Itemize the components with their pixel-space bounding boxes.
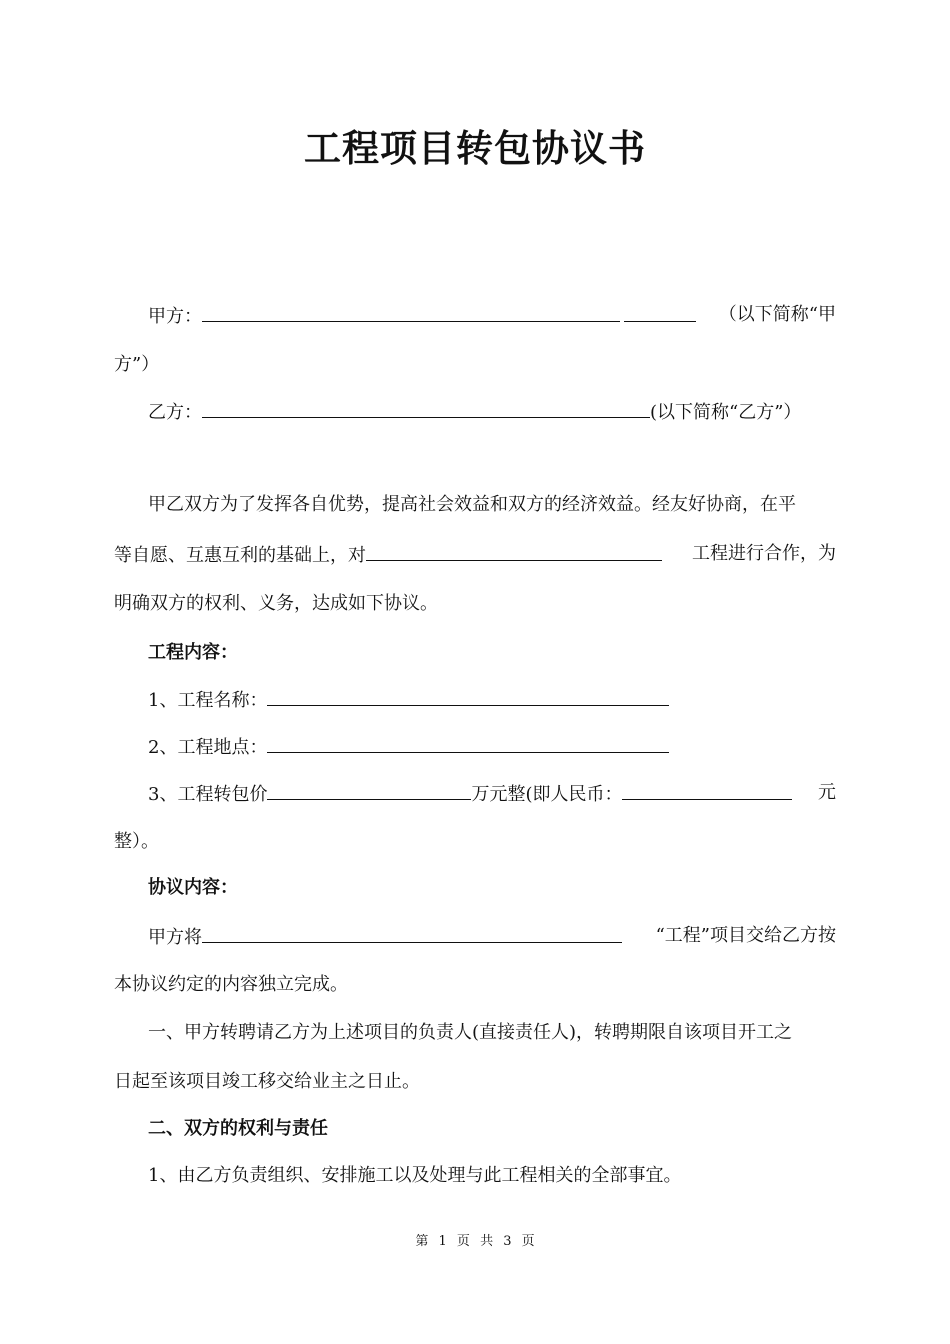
agreement-project-blank [202, 923, 622, 943]
party-b-name-blank [202, 398, 650, 418]
project-location-label: 2、工程地点： [148, 737, 268, 758]
subcontract-price-end: 元 [818, 782, 836, 803]
document-title: 工程项目转包协议书 [304, 127, 646, 170]
party-b-label: 乙方： [148, 402, 202, 423]
subcontract-price-item [148, 780, 836, 808]
party-a-name-blank [202, 302, 620, 322]
project-name-blank [366, 541, 662, 561]
subcontract-price-continuation: 整）。 [114, 831, 159, 852]
subcontract-price-mid: 万元整(即人民币： [471, 784, 623, 805]
intro-line-1: 甲乙双方为了发挥各自优势，提高社会效益和双方的经济效益。经友好协商，在平 [148, 494, 796, 515]
footer-suffix: 页 [521, 1234, 535, 1249]
agreement-para-1-continuation: 本协议约定的内容独立完成。 [114, 974, 348, 995]
agreement-content-heading: 协议内容： [148, 877, 238, 898]
project-name-label: 1、工程名称： [148, 690, 268, 711]
party-a-continuation: 方”） [114, 354, 160, 375]
agreement-para-1 [148, 923, 836, 951]
rights-heading: 二、双方的权利与责任 [148, 1118, 328, 1139]
party-b-suffix: (以下简称“乙方”） [650, 402, 802, 423]
footer-mid-1: 页 [456, 1234, 470, 1249]
intro-line-2-after: 工程进行合作，为 [692, 543, 836, 564]
party-a-line [148, 302, 836, 330]
price-wan-blank [267, 780, 471, 800]
project-location-blank [267, 733, 669, 753]
footer-mid-2: 共 [480, 1234, 494, 1249]
party-a-label: 甲方： [148, 306, 202, 327]
project-content-heading: 工程内容： [148, 642, 238, 663]
page-footer [0, 1230, 950, 1249]
agreement-para-1-after: “工程”项目交给乙方按 [655, 925, 836, 946]
intro-line-2 [114, 541, 836, 569]
party-a-suffix: （以下简称“甲 [718, 304, 836, 325]
footer-current-page: 1 [438, 1234, 447, 1249]
footer-total-pages: 3 [503, 1234, 512, 1249]
intro-line-2-before: 等自愿、互惠互利的基础上，对 [114, 545, 366, 566]
price-rmb-blank [622, 780, 792, 800]
rights-item-1: 1、由乙方负责组织、安排施工以及处理与此工程相关的全部事宜。 [148, 1165, 682, 1186]
intro-line-3: 明确双方的权利、义务，达成如下协议。 [114, 593, 438, 614]
project-name-item [148, 686, 836, 714]
party-a-name-blank-2 [624, 302, 696, 322]
clause-1-line-1: 一、甲方转聘请乙方为上述项目的负责人(直接责任人)，转聘期限自该项目开工之 [148, 1022, 793, 1043]
subcontract-price-label: 3、工程转包价 [148, 784, 268, 805]
clause-1-line-2: 日起至该项目竣工移交给业主之日止。 [114, 1071, 420, 1092]
party-b-line [148, 398, 836, 426]
project-location-item [148, 733, 836, 761]
project-name-field-blank [267, 686, 669, 706]
agreement-para-1-before: 甲方将 [148, 927, 202, 948]
footer-prefix: 第 [415, 1234, 429, 1249]
